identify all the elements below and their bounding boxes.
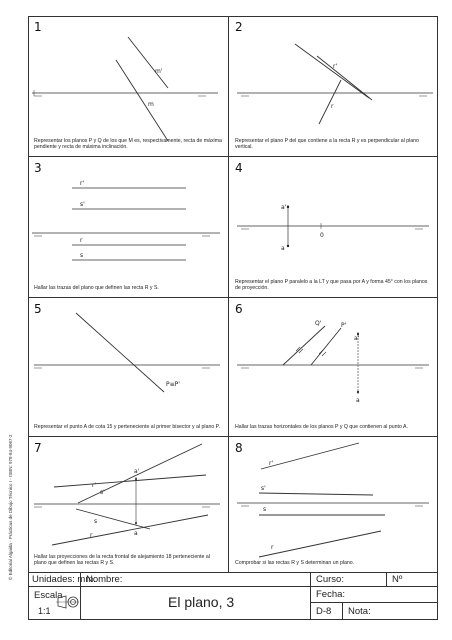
title-block-col-rule (386, 572, 387, 586)
problem-number: 1 (34, 20, 42, 34)
label-s: s (94, 518, 98, 525)
problem-3 (28, 157, 229, 298)
problem-3-drawing (28, 157, 229, 298)
label-r-prime: r' (269, 460, 274, 467)
sheet-code: D-8 (316, 606, 332, 617)
label-p-equiv-p-prime: P≡P' (166, 381, 180, 388)
label-a: a (134, 530, 138, 537)
label-a-prime: a' (134, 468, 140, 475)
label-r: r (80, 237, 83, 244)
label-zero: 0 (320, 232, 324, 239)
number-label: Nº (392, 574, 403, 585)
problem-number: 5 (34, 302, 42, 316)
name-label: Nombre: (86, 574, 123, 585)
course-label: Curso: (316, 574, 344, 585)
problem-5-drawing (28, 298, 229, 437)
problem-4 (229, 157, 438, 298)
problem-number: 6 (235, 302, 243, 316)
problem-8-drawing (229, 437, 438, 572)
problem-number: 4 (235, 161, 243, 175)
label-a: a (356, 397, 360, 404)
label-s-prime: s' (261, 485, 266, 492)
date-label: Fecha: (316, 589, 346, 600)
projection-symbol-icon (56, 591, 80, 613)
label-r-prime: r' (80, 180, 85, 187)
copyright-text: © Editorial Algaida · Prácticas de Dibujo Técnico I · ISBN: 978-84-9067-2 (8, 434, 13, 580)
problem-statement: Comprobar si las rectas R y S determinan un plano. (235, 559, 355, 566)
title-block (28, 572, 438, 620)
label-m: m (148, 101, 154, 108)
title-block-date-rule (310, 602, 438, 603)
problem-7 (28, 437, 229, 572)
label-r: r (90, 532, 93, 539)
problem-7-drawing (28, 437, 229, 572)
label-r-prime: r' (92, 482, 97, 489)
problem-number: 8 (235, 441, 243, 455)
problem-1 (28, 16, 229, 157)
grade-label: Nota: (348, 606, 371, 617)
label-a-prime: a' (354, 335, 360, 342)
label-m-prime: m' (155, 68, 163, 75)
problem-6-drawing (229, 298, 438, 437)
problem-statement: Hallar las trazas horizontales de los planos P y Q que contienen al punto A. (235, 423, 408, 430)
problem-6 (229, 298, 438, 437)
label-q-prime: Q' (315, 320, 322, 327)
problem-4-drawing (229, 157, 438, 298)
label-a: a (281, 245, 285, 252)
title-block-col-rule (342, 602, 343, 620)
title-block-row-rule (28, 586, 438, 587)
problem-2-drawing (229, 16, 438, 157)
problem-1-drawing (28, 16, 229, 157)
scale-value: 1:1 (38, 606, 51, 616)
label-r-prime: r' (333, 63, 338, 70)
units-label: Unidades: mm. (32, 574, 96, 585)
copyright-side-text (2, 380, 24, 580)
label-s: s (80, 252, 84, 259)
problem-statement: Representar el plano P paralelo a la LT y que pasa por A y forma 45° con los planos de proyección. (235, 278, 428, 291)
label-r: r (271, 544, 274, 551)
problem-statement: Hallar las trazas del plano que definen las recta R y S. (34, 284, 159, 291)
problem-2 (229, 16, 438, 157)
problem-statement: Hallar las proyecciones de la recta frontal de alejamiento 18 perteneciente al plano que definen las rectas R y S. (34, 553, 210, 566)
sheet-title: El plano, 3 (168, 594, 235, 610)
problem-8 (229, 437, 438, 572)
title-block-col-rule (310, 572, 311, 620)
problem-number: 3 (34, 161, 42, 175)
scale-label: Escala (34, 590, 63, 601)
label-p-prime: P' (341, 322, 347, 329)
label-s-prime: s' (100, 489, 105, 496)
label-a-prime: a' (281, 204, 287, 211)
label-s-prime: s' (80, 201, 85, 208)
label-s: s (263, 506, 267, 513)
problem-statement: Representar los planos P y Q de los que M es, respectivamente, recta de máxima pendiente y recta de máxima inclinación. (34, 137, 222, 150)
problem-statement: Representar el plano P del que contiene a la recta R y es perpendicular al plano vertical. (235, 137, 419, 150)
problem-number: 2 (235, 20, 243, 34)
title-block-top-rule (28, 572, 438, 573)
problem-5 (28, 298, 229, 437)
label-r: r (331, 103, 334, 110)
problem-number: 7 (34, 441, 42, 455)
problem-statement: Representar el punto A de cota 15 y perteneciente al primer bisector y al plano P. (34, 423, 220, 430)
